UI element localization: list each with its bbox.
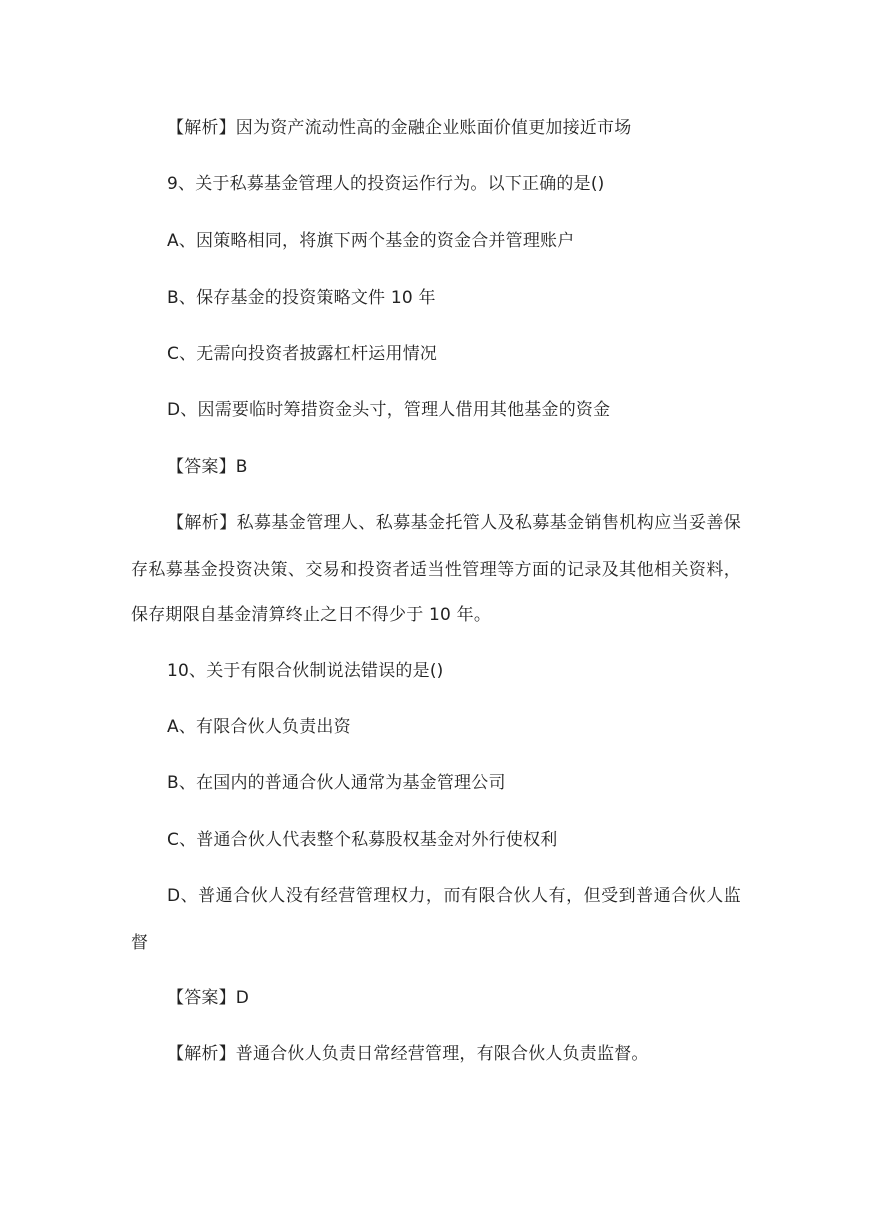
q9-option-b: B、保存基金的投资策略文件 10 年: [167, 288, 436, 308]
q9-option-a: A、因策略相同，将旗下两个基金的资金合并管理账户: [167, 231, 575, 251]
q9-question: 9、关于私募基金管理人的投资运作行为。以下正确的是(): [167, 174, 605, 194]
q8-analysis: 【解析】因为资产流动性高的金融企业账面价值更加接近市场: [167, 118, 632, 138]
q9-analysis-line-1: 【解析】私募基金管理人、私募基金托管人及私募基金销售机构应当妥善保: [167, 513, 741, 533]
q10-option-b: B、在国内的普通合伙人通常为基金管理公司: [167, 773, 506, 793]
q10-option-c: C、普通合伙人代表整个私募股权基金对外行使权利: [167, 830, 558, 850]
q10-option-d-line-1: D、普通合伙人没有经营管理权力，而有限合伙人有，但受到普通合伙人监: [167, 886, 741, 906]
q10-option-a: A、有限合伙人负责出资: [167, 717, 351, 737]
q10-analysis: 【解析】普通合伙人负责日常经营管理，有限合伙人负责监督。: [167, 1044, 649, 1064]
q9-option-d: D、因需要临时筹措资金头寸，管理人借用其他基金的资金: [167, 400, 611, 420]
q10-option-d-line-2: 督: [131, 933, 149, 953]
q9-answer: 【答案】B: [167, 457, 248, 477]
q9-analysis-line-2: 存私募基金投资决策、交易和投资者适当性管理等方面的记录及其他相关资料，: [131, 560, 741, 580]
q10-question: 10、关于有限合伙制说法错误的是(): [167, 661, 444, 681]
q10-answer: 【答案】D: [167, 988, 250, 1008]
q9-analysis-line-3: 保存期限自基金清算终止之日不得少于 10 年。: [131, 605, 492, 625]
q9-option-c: C、无需向投资者披露杠杆运用情况: [167, 344, 438, 364]
